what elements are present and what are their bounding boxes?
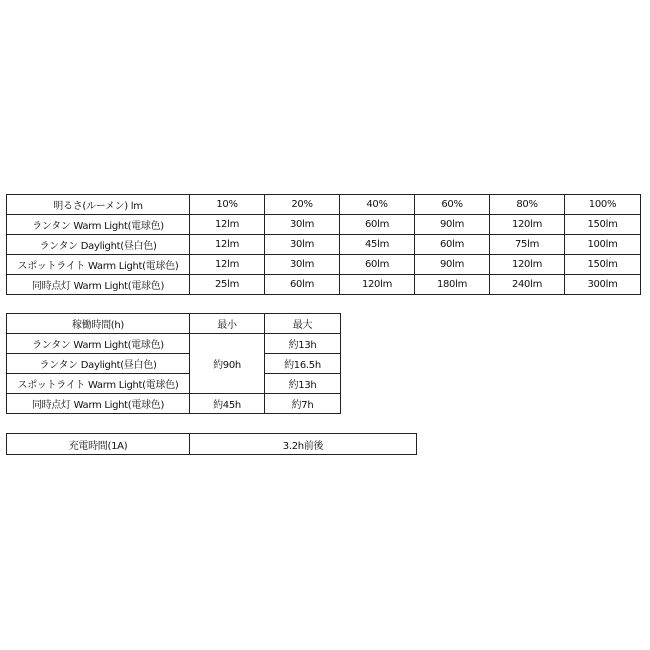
table-cell: 180lm — [415, 275, 490, 295]
table-cell: 120lm — [490, 215, 565, 235]
max-runtime-cell: 約13h — [265, 374, 341, 394]
table-cell: 150lm — [565, 215, 641, 235]
table-cell: 90lm — [415, 215, 490, 235]
table-header-row — [7, 314, 341, 334]
table-row — [7, 394, 341, 414]
table-cell: 75lm — [490, 235, 565, 255]
table-row — [7, 215, 641, 235]
row-label: スポットライト Warm Light(電球色) — [7, 374, 190, 394]
table-cell: 30lm — [265, 255, 340, 275]
header-cell: 明るさ(ルーメン) lm — [7, 195, 190, 215]
row-label: スポットライト Warm Light(電球色) — [7, 255, 190, 275]
table-cell: 60lm — [340, 215, 415, 235]
brightness-table — [6, 194, 641, 295]
table-row — [7, 334, 341, 354]
charge-time-value: 3.2h前後 — [190, 434, 417, 455]
table-row — [7, 354, 341, 374]
row-label: ランタン Daylight(昼白色) — [7, 354, 190, 374]
max-runtime-cell: 約7h — [265, 394, 341, 414]
table-cell: 60lm — [265, 275, 340, 295]
table-row — [7, 235, 641, 255]
row-label: ランタン Warm Light(電球色) — [7, 334, 190, 354]
table-cell: 100lm — [565, 235, 641, 255]
table-row — [7, 255, 641, 275]
header-cell: 10% — [190, 195, 265, 215]
header-cell: 稼働時間(h) — [7, 314, 190, 334]
header-cell: 100% — [565, 195, 641, 215]
table-row — [7, 275, 641, 295]
min-runtime-shared-cell: 約90h — [190, 334, 265, 394]
header-cell: 最大 — [265, 314, 341, 334]
table-cell: 120lm — [490, 255, 565, 275]
row-label: ランタン Daylight(昼白色) — [7, 235, 190, 255]
runtime-table — [6, 313, 341, 414]
header-cell: 20% — [265, 195, 340, 215]
table-cell: 25lm — [190, 275, 265, 295]
table-cell: 60lm — [340, 255, 415, 275]
table-cell: 150lm — [565, 255, 641, 275]
header-cell: 40% — [340, 195, 415, 215]
row-label: 充電時間(1A) — [7, 434, 190, 455]
table-cell: 300lm — [565, 275, 641, 295]
table-row — [7, 434, 417, 455]
table-cell: 90lm — [415, 255, 490, 275]
row-label: 同時点灯 Warm Light(電球色) — [7, 394, 190, 414]
table-header-row — [7, 195, 641, 215]
table-row — [7, 374, 341, 394]
table-cell: 12lm — [190, 255, 265, 275]
table-cell: 12lm — [190, 215, 265, 235]
table-cell: 120lm — [340, 275, 415, 295]
charge-time-table — [6, 433, 417, 455]
max-runtime-cell: 約16.5h — [265, 354, 341, 374]
row-label: 同時点灯 Warm Light(電球色) — [7, 275, 190, 295]
table-cell: 30lm — [265, 215, 340, 235]
min-runtime-cell: 約45h — [190, 394, 265, 414]
header-cell: 最小 — [190, 314, 265, 334]
table-cell: 60lm — [415, 235, 490, 255]
max-runtime-cell: 約13h — [265, 334, 341, 354]
row-label: ランタン Warm Light(電球色) — [7, 215, 190, 235]
table-cell: 30lm — [265, 235, 340, 255]
header-cell: 60% — [415, 195, 490, 215]
table-cell: 240lm — [490, 275, 565, 295]
header-cell: 80% — [490, 195, 565, 215]
table-cell: 12lm — [190, 235, 265, 255]
table-cell: 45lm — [340, 235, 415, 255]
